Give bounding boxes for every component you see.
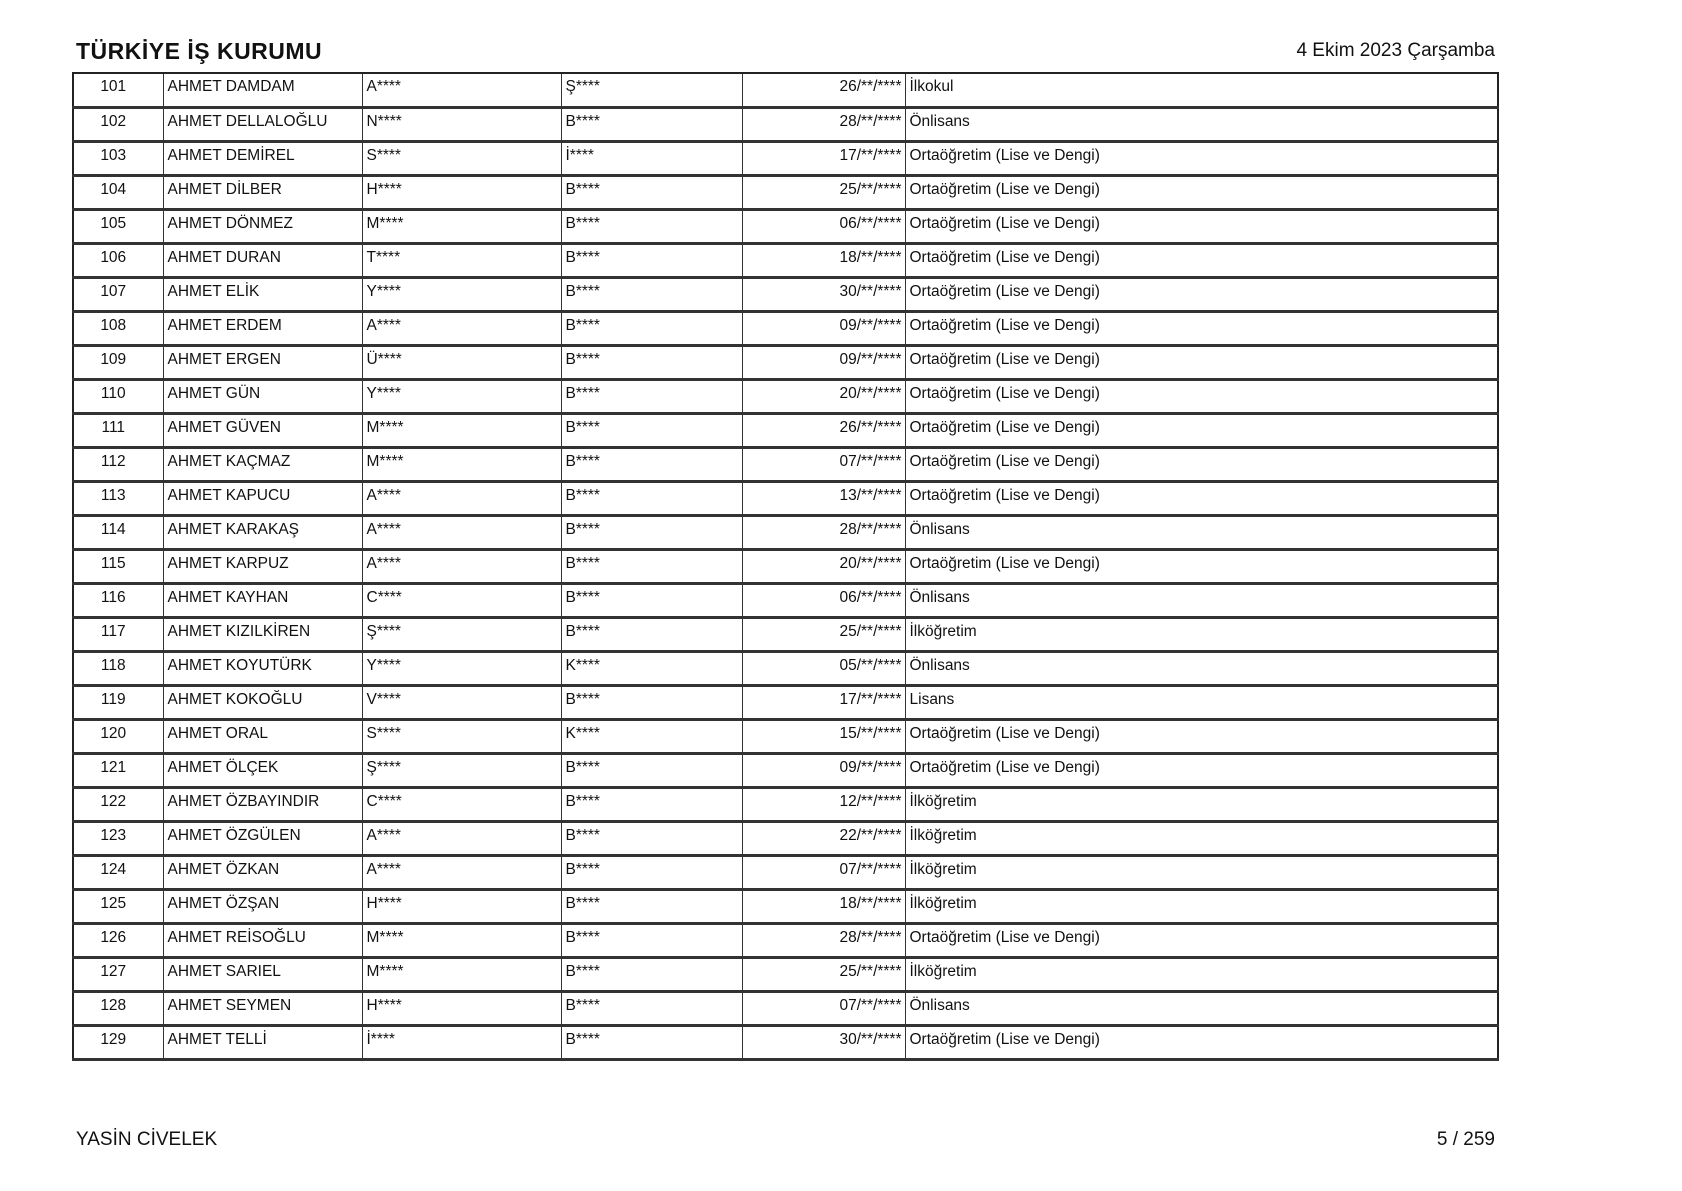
education-level: Önlisans — [905, 583, 1498, 617]
masked-field-b: B**** — [561, 447, 742, 481]
education-level: Ortaöğretim (Lise ve Dengi) — [905, 311, 1498, 345]
applicant-name: AHMET GÜVEN — [163, 413, 362, 447]
education-level: Ortaöğretim (Lise ve Dengi) — [905, 379, 1498, 413]
row-number: 124 — [73, 855, 163, 889]
masked-field-b: B**** — [561, 345, 742, 379]
masked-field-b: B**** — [561, 821, 742, 855]
applicant-name: AHMET KAPUCU — [163, 481, 362, 515]
education-level: İlköğretim — [905, 855, 1498, 889]
masked-date: 09/**/**** — [742, 311, 905, 345]
education-level: Ortaöğretim (Lise ve Dengi) — [905, 753, 1498, 787]
education-level: İlköğretim — [905, 617, 1498, 651]
masked-date: 06/**/**** — [742, 583, 905, 617]
applicant-name: AHMET ÖZGÜLEN — [163, 821, 362, 855]
masked-field-a: S**** — [362, 141, 561, 175]
masked-field-a: M**** — [362, 209, 561, 243]
row-number: 127 — [73, 957, 163, 991]
masked-field-a: M**** — [362, 447, 561, 481]
masked-field-a: İ**** — [362, 1025, 561, 1059]
masked-field-a: T**** — [362, 243, 561, 277]
masked-field-a: A**** — [362, 311, 561, 345]
education-level: Ortaöğretim (Lise ve Dengi) — [905, 175, 1498, 209]
row-number: 122 — [73, 787, 163, 821]
applicant-name: AHMET KARPUZ — [163, 549, 362, 583]
education-level: Ortaöğretim (Lise ve Dengi) — [905, 923, 1498, 957]
row-number: 109 — [73, 345, 163, 379]
masked-field-b: B**** — [561, 243, 742, 277]
masked-field-a: A**** — [362, 855, 561, 889]
masked-field-b: B**** — [561, 413, 742, 447]
applicant-name: AHMET KOYUTÜRK — [163, 651, 362, 685]
table-row — [73, 617, 1498, 651]
applicant-name: AHMET KARAKAŞ — [163, 515, 362, 549]
applicant-name: AHMET DELLALOĞLU — [163, 107, 362, 141]
masked-field-b: İ**** — [561, 141, 742, 175]
row-number: 111 — [73, 413, 163, 447]
education-level: Ortaöğretim (Lise ve Dengi) — [905, 413, 1498, 447]
table-row — [73, 549, 1498, 583]
masked-field-b: B**** — [561, 583, 742, 617]
row-number: 120 — [73, 719, 163, 753]
table-row — [73, 719, 1498, 753]
masked-field-a: C**** — [362, 787, 561, 821]
table-row — [73, 107, 1498, 141]
row-number: 126 — [73, 923, 163, 957]
masked-field-b: B**** — [561, 957, 742, 991]
education-level: Ortaöğretim (Lise ve Dengi) — [905, 209, 1498, 243]
masked-date: 26/**/**** — [742, 73, 905, 107]
masked-date: 15/**/**** — [742, 719, 905, 753]
applicant-name: AHMET ÖZBAYINDIR — [163, 787, 362, 821]
table-row — [73, 855, 1498, 889]
masked-field-b: B**** — [561, 311, 742, 345]
masked-field-b: B**** — [561, 923, 742, 957]
masked-field-b: B**** — [561, 277, 742, 311]
row-number: 106 — [73, 243, 163, 277]
table-row — [73, 209, 1498, 243]
table-row — [73, 651, 1498, 685]
applicant-name: AHMET KOKOĞLU — [163, 685, 362, 719]
table-row — [73, 515, 1498, 549]
row-number: 123 — [73, 821, 163, 855]
table-row — [73, 481, 1498, 515]
education-level: İlköğretim — [905, 889, 1498, 923]
masked-field-b: B**** — [561, 753, 742, 787]
masked-date: 07/**/**** — [742, 991, 905, 1025]
table-row — [73, 821, 1498, 855]
applicant-table — [72, 72, 1499, 1061]
masked-date: 18/**/**** — [742, 243, 905, 277]
masked-field-b: B**** — [561, 617, 742, 651]
applicant-name: AHMET KIZILKİREN — [163, 617, 362, 651]
table-row — [73, 583, 1498, 617]
education-level: Önlisans — [905, 107, 1498, 141]
table-row — [73, 1025, 1498, 1059]
education-level: Ortaöğretim (Lise ve Dengi) — [905, 719, 1498, 753]
masked-field-b: B**** — [561, 685, 742, 719]
row-number: 108 — [73, 311, 163, 345]
masked-date: 13/**/**** — [742, 481, 905, 515]
education-level: Ortaöğretim (Lise ve Dengi) — [905, 481, 1498, 515]
row-number: 116 — [73, 583, 163, 617]
masked-field-b: B**** — [561, 209, 742, 243]
masked-field-b: B**** — [561, 787, 742, 821]
education-level: Ortaöğretim (Lise ve Dengi) — [905, 243, 1498, 277]
applicant-name: AHMET DAMDAM — [163, 73, 362, 107]
masked-field-a: H**** — [362, 991, 561, 1025]
masked-field-a: A**** — [362, 549, 561, 583]
masked-date: 07/**/**** — [742, 447, 905, 481]
masked-field-b: B**** — [561, 515, 742, 549]
masked-field-a: H**** — [362, 889, 561, 923]
row-number: 112 — [73, 447, 163, 481]
table-row — [73, 991, 1498, 1025]
page-number: 5 / 259 — [1436, 1129, 1495, 1150]
table-row — [73, 447, 1498, 481]
row-number: 129 — [73, 1025, 163, 1059]
row-number: 121 — [73, 753, 163, 787]
masked-date: 25/**/**** — [742, 617, 905, 651]
row-number: 118 — [73, 651, 163, 685]
masked-date: 20/**/**** — [742, 379, 905, 413]
applicant-name: AHMET DÖNMEZ — [163, 209, 362, 243]
education-level: İlkokul — [905, 73, 1498, 107]
masked-date: 30/**/**** — [742, 1025, 905, 1059]
masked-field-a: A**** — [362, 481, 561, 515]
masked-date: 05/**/**** — [742, 651, 905, 685]
table-row — [73, 379, 1498, 413]
applicant-name: AHMET SARIEL — [163, 957, 362, 991]
masked-field-b: B**** — [561, 107, 742, 141]
masked-field-b: Ş**** — [561, 73, 742, 107]
row-number: 128 — [73, 991, 163, 1025]
masked-date: 12/**/**** — [742, 787, 905, 821]
applicant-name: AHMET ELİK — [163, 277, 362, 311]
masked-date: 26/**/**** — [742, 413, 905, 447]
applicant-name: AHMET GÜN — [163, 379, 362, 413]
education-level: İlköğretim — [905, 957, 1498, 991]
table-row — [73, 175, 1498, 209]
applicant-name: AHMET SEYMEN — [163, 991, 362, 1025]
table-row — [73, 957, 1498, 991]
masked-field-b: K**** — [561, 719, 742, 753]
page-title: TÜRKİYE İŞ KURUMU — [76, 38, 323, 64]
table-row — [73, 923, 1498, 957]
table-row — [73, 889, 1498, 923]
applicant-name: AHMET REİSOĞLU — [163, 923, 362, 957]
masked-date: 20/**/**** — [742, 549, 905, 583]
education-level: Önlisans — [905, 651, 1498, 685]
table-row — [73, 753, 1498, 787]
table-row — [73, 685, 1498, 719]
masked-field-a: Y**** — [362, 379, 561, 413]
row-number: 107 — [73, 277, 163, 311]
applicant-name: AHMET ÖZKAN — [163, 855, 362, 889]
masked-field-b: B**** — [561, 379, 742, 413]
masked-field-a: Ü**** — [362, 345, 561, 379]
applicant-name: AHMET KAYHAN — [163, 583, 362, 617]
table-row — [73, 787, 1498, 821]
masked-date: 17/**/**** — [742, 141, 905, 175]
masked-date: 09/**/**** — [742, 753, 905, 787]
masked-date: 28/**/**** — [742, 515, 905, 549]
masked-field-a: C**** — [362, 583, 561, 617]
masked-field-b: B**** — [561, 855, 742, 889]
education-level: İlköğretim — [905, 787, 1498, 821]
education-level: Ortaöğretim (Lise ve Dengi) — [905, 141, 1498, 175]
applicant-name: AHMET TELLİ — [163, 1025, 362, 1059]
applicant-table-body — [73, 73, 1498, 1059]
row-number: 104 — [73, 175, 163, 209]
masked-field-a: A**** — [362, 73, 561, 107]
row-number: 101 — [73, 73, 163, 107]
masked-field-b: B**** — [561, 549, 742, 583]
row-number: 117 — [73, 617, 163, 651]
education-level: Ortaöğretim (Lise ve Dengi) — [905, 345, 1498, 379]
row-number: 103 — [73, 141, 163, 175]
print-date: 4 Ekim 2023 Çarşamba — [1296, 40, 1495, 61]
table-row — [73, 73, 1498, 107]
masked-field-a: H**** — [362, 175, 561, 209]
row-number: 114 — [73, 515, 163, 549]
masked-field-a: M**** — [362, 413, 561, 447]
footer-name: YASİN CİVELEK — [76, 1129, 218, 1150]
education-level: Ortaöğretim (Lise ve Dengi) — [905, 1025, 1498, 1059]
masked-field-a: Ş**** — [362, 617, 561, 651]
masked-field-a: M**** — [362, 957, 561, 991]
masked-field-a: A**** — [362, 515, 561, 549]
masked-date: 22/**/**** — [742, 821, 905, 855]
masked-field-a: M**** — [362, 923, 561, 957]
row-number: 110 — [73, 379, 163, 413]
masked-field-a: V**** — [362, 685, 561, 719]
row-number: 115 — [73, 549, 163, 583]
row-number: 105 — [73, 209, 163, 243]
masked-field-b: B**** — [561, 991, 742, 1025]
masked-field-a: Y**** — [362, 651, 561, 685]
applicant-name: AHMET ÖZŞAN — [163, 889, 362, 923]
masked-date: 06/**/**** — [742, 209, 905, 243]
masked-field-a: N**** — [362, 107, 561, 141]
masked-field-b: B**** — [561, 1025, 742, 1059]
masked-date: 28/**/**** — [742, 107, 905, 141]
applicant-name: AHMET KAÇMAZ — [163, 447, 362, 481]
table-row — [73, 141, 1498, 175]
table-row — [73, 243, 1498, 277]
applicant-name: AHMET ERDEM — [163, 311, 362, 345]
education-level: Önlisans — [905, 991, 1498, 1025]
masked-field-a: Y**** — [362, 277, 561, 311]
masked-date: 28/**/**** — [742, 923, 905, 957]
masked-date: 07/**/**** — [742, 855, 905, 889]
applicant-name: AHMET DEMİREL — [163, 141, 362, 175]
table-row — [73, 311, 1498, 345]
masked-date: 18/**/**** — [742, 889, 905, 923]
masked-field-a: A**** — [362, 821, 561, 855]
masked-date: 17/**/**** — [742, 685, 905, 719]
masked-field-b: B**** — [561, 175, 742, 209]
applicant-table-container — [72, 72, 1499, 1061]
applicant-name: AHMET ÖLÇEK — [163, 753, 362, 787]
row-number: 125 — [73, 889, 163, 923]
education-level: İlköğretim — [905, 821, 1498, 855]
applicant-name: AHMET ERGEN — [163, 345, 362, 379]
row-number: 113 — [73, 481, 163, 515]
education-level: Önlisans — [905, 515, 1498, 549]
education-level: Ortaöğretim (Lise ve Dengi) — [905, 549, 1498, 583]
education-level: Ortaöğretim (Lise ve Dengi) — [905, 277, 1498, 311]
masked-date: 09/**/**** — [742, 345, 905, 379]
masked-field-a: Ş**** — [362, 753, 561, 787]
masked-date: 25/**/**** — [742, 957, 905, 991]
masked-date: 25/**/**** — [742, 175, 905, 209]
masked-date: 30/**/**** — [742, 277, 905, 311]
applicant-name: AHMET DURAN — [163, 243, 362, 277]
masked-field-b: K**** — [561, 651, 742, 685]
row-number: 102 — [73, 107, 163, 141]
applicant-name: AHMET ORAL — [163, 719, 362, 753]
masked-field-a: S**** — [362, 719, 561, 753]
table-row — [73, 345, 1498, 379]
masked-field-b: B**** — [561, 481, 742, 515]
education-level: Lisans — [905, 685, 1498, 719]
applicant-name: AHMET DİLBER — [163, 175, 362, 209]
education-level: Ortaöğretim (Lise ve Dengi) — [905, 447, 1498, 481]
masked-field-b: B**** — [561, 889, 742, 923]
table-row — [73, 413, 1498, 447]
table-row — [73, 277, 1498, 311]
row-number: 119 — [73, 685, 163, 719]
